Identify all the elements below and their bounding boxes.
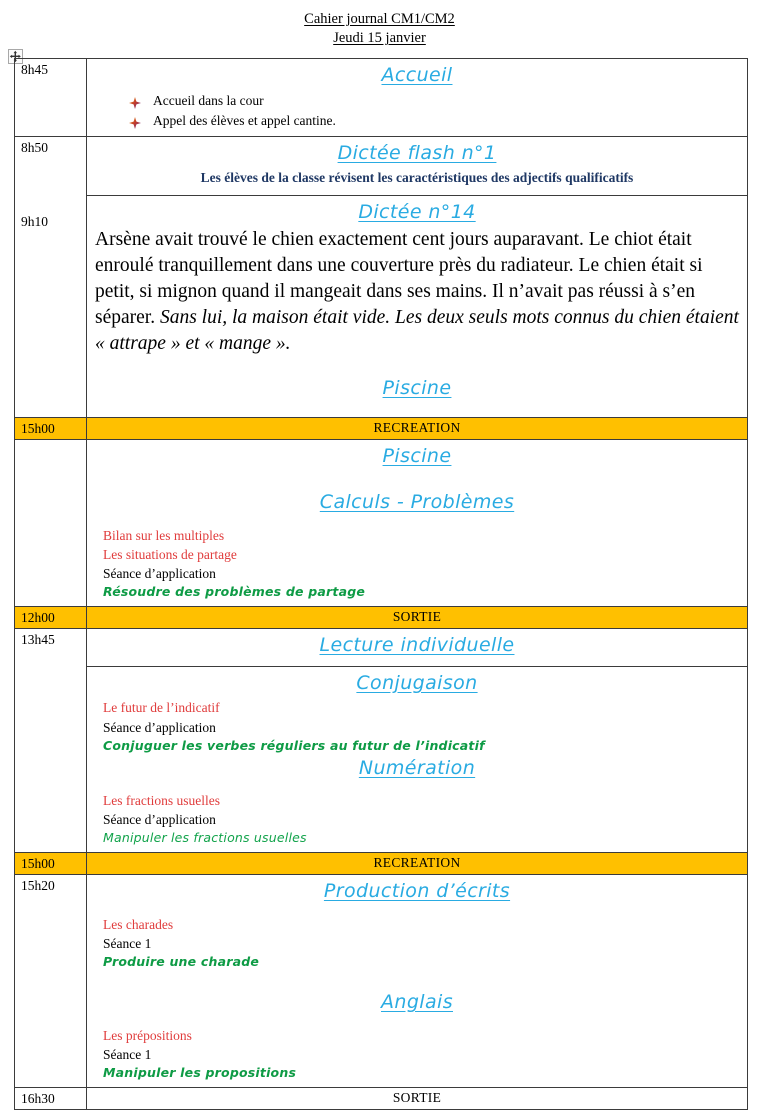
session-subtitle: Les élèves de la classe révisent les caractéristiques des adjectifs qualificatifs xyxy=(200,169,634,185)
page-title: Cahier journal CM1/CM2 xyxy=(304,11,455,27)
content-cell xyxy=(87,875,748,1087)
time-label: 15h00 xyxy=(21,856,55,872)
table-row xyxy=(15,439,748,607)
objective-line: Le futur de l’indicatif xyxy=(103,700,220,716)
time-cell xyxy=(15,439,87,607)
objective-line: Les fractions usuelles xyxy=(103,793,220,809)
time-label: 16h30 xyxy=(21,1090,55,1106)
time-cell xyxy=(15,875,87,1087)
cahier-journal-table xyxy=(14,58,747,1110)
session-type-line: Séance d’application xyxy=(103,566,216,582)
goal-line: Produire une charade xyxy=(103,954,260,970)
time-label: 15h20 xyxy=(21,878,55,894)
session-type-line: Séance d’application xyxy=(103,719,216,735)
session-title: Calculs - Problèmes xyxy=(319,491,515,514)
session-title: Piscine xyxy=(382,444,452,467)
time-label xyxy=(15,440,86,443)
page-date: Jeudi 15 janvier xyxy=(333,30,426,47)
objective-line: Les charades xyxy=(103,916,174,932)
time-label: 8h50 xyxy=(21,140,48,156)
table-row xyxy=(15,607,748,629)
time-cell xyxy=(15,607,87,629)
session-title: Production d’écrits xyxy=(323,880,511,903)
table-row xyxy=(15,875,748,1087)
time-cell xyxy=(15,417,87,439)
session-title: Dictée n°14 xyxy=(358,200,476,223)
production-ecrits-block xyxy=(87,875,747,1086)
session-title: Anglais xyxy=(381,990,453,1013)
goal-line: Résoudre des problèmes de partage xyxy=(103,584,366,600)
session-title: Piscine xyxy=(382,377,452,400)
content-cell xyxy=(87,629,748,853)
diamond-bullet-icon xyxy=(129,115,141,127)
exit-label: SORTIE xyxy=(392,1089,442,1105)
time-cell xyxy=(15,59,87,137)
content-cell xyxy=(87,417,748,439)
session-title: Conjugaison xyxy=(356,671,478,694)
list-item xyxy=(95,91,739,111)
objective-line: Bilan sur les multiples xyxy=(103,527,225,543)
content-cell xyxy=(87,59,748,137)
time-label: 8h45 xyxy=(21,62,48,77)
diamond-bullet-icon xyxy=(129,95,141,107)
dictee-flash-block xyxy=(87,137,747,195)
time-cell xyxy=(15,853,87,875)
content-cell xyxy=(87,607,748,629)
time-cell xyxy=(15,629,87,853)
dictee-block xyxy=(87,195,747,417)
time-label: 9h10 xyxy=(21,213,48,229)
dictation-text xyxy=(95,227,739,357)
content-cell xyxy=(87,853,748,875)
session-type-line: Séance d’application xyxy=(103,812,216,828)
time-cell xyxy=(15,1087,87,1109)
time-label: 12h00 xyxy=(21,610,55,626)
exit-label: SORTIE xyxy=(392,609,442,625)
time-label: 15h00 xyxy=(21,420,55,436)
session-title: Lecture individuelle xyxy=(319,634,515,657)
table-row xyxy=(15,629,748,853)
content-cell xyxy=(87,137,748,418)
session-title: Numération xyxy=(358,756,476,779)
table-row xyxy=(15,137,748,418)
list-item-label: Appel des élèves et appel cantine. xyxy=(153,112,336,128)
dictation-italic: Sans lui, la maison était vide. Les deux seuls mots connus du chien étaient « attrape » et « mange ». xyxy=(95,307,739,355)
time-label: 13h45 xyxy=(21,632,55,648)
goal-line: Conjuguer les verbes réguliers au futur de l’indicatif xyxy=(103,737,485,753)
goal-line: Manipuler les propositions xyxy=(103,1064,297,1080)
session-title: Accueil xyxy=(381,64,453,86)
break-label: RECREATION xyxy=(373,419,461,435)
time-cell xyxy=(15,137,87,418)
table-row xyxy=(15,1087,748,1109)
table-row xyxy=(15,853,748,875)
session-type-line: Séance 1 xyxy=(103,936,152,952)
table-row xyxy=(15,59,748,137)
list-item-label: Accueil dans la cour xyxy=(153,92,264,108)
objective-line: Les prépositions xyxy=(103,1027,192,1043)
lecture-block xyxy=(87,629,747,666)
content-cell xyxy=(87,1087,748,1109)
session-title: Dictée flash n°1 xyxy=(337,142,497,165)
table-row xyxy=(15,417,748,439)
dictation-plain: Arsène avait trouvé le chien exactement cent jours auparavant. Le chiot était enroulé tranquillement dans une couverture près du radiateur. Le chien était si petit, si mignon quand il mangeait dans ses mains. Il n’avait pas réussi à s’en séparer. xyxy=(95,229,703,329)
content-cell xyxy=(87,439,748,607)
objective-line: Les situations de partage xyxy=(103,547,237,563)
break-label: RECREATION xyxy=(373,855,461,871)
document-header xyxy=(0,0,759,48)
session-type-line: Séance 1 xyxy=(103,1046,152,1062)
goal-line: Manipuler les fractions usuelles xyxy=(103,830,307,846)
list-item xyxy=(95,111,739,131)
conjugaison-numeration-block xyxy=(87,666,747,852)
